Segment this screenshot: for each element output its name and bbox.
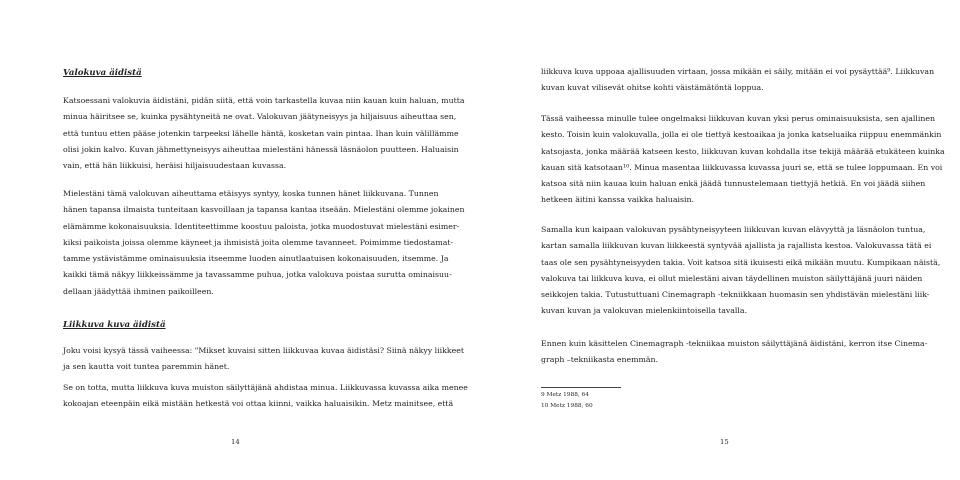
text-line: olisi jokin kalvo. Kuvan jähmettyneisyys aiheuttaa mielestäni hänessä läsnäolon puutteen. Haluaisin [63, 144, 459, 154]
text-line: valokuva tai liikkuva kuva, ei ollut mielestäni aivan täydellinen muiston säilyttäjänä juuri näiden [541, 273, 923, 283]
section-heading-photo: Valokuva äidistä [63, 68, 142, 78]
footnote-divider [541, 387, 621, 388]
right-paragraph-4 [541, 336, 928, 369]
right-paragraph-2 [541, 111, 945, 209]
section-heading-moving-image: Liikkuva kuva äidistä [63, 320, 166, 330]
text-line: Katsoessani valokuvia äidistäni, pidän siitä, että voin tarkastella kuvaa niin kauan kuin haluan, mutta [63, 96, 465, 105]
text-line: kuvan kuvan ja valokuvan mielenkiintoisella tavalla. [541, 306, 748, 316]
text-line: elämämme kokonaisuuksia. Identiteettimme koostuu paloista, jotka muodostuvat mielestäni esimer- [63, 221, 460, 231]
text-line: kuvan kuvat vilisevät ohitse kohti väistämätöntä loppua. [541, 83, 764, 93]
text-line: tamme ystävistämme ominaisuuksia itseemme luoden ainutlaatuisen kokonaisuuden, itsemme. Ja [63, 254, 449, 264]
text-line: graph –tekniikasta enemmän. [541, 355, 659, 365]
text-line: kaikki tämä näkyy liikkeissämme ja tavassamme puhua, jotka valokuva poistaa surutta ominaisuu- [63, 270, 452, 280]
text-line: Se on totta, mutta liikkuva kuva muiston säilyttäjänä ahdistaa minua. Liikkuvassa kuvassa aika menee [63, 383, 468, 392]
right-paragraph-1 [541, 64, 935, 97]
text-line: Ennen kuin käsittelen Cinemagraph -tekniikaa muiston säilyttäjänä äidistäni, kerron itse Cinema- [541, 339, 928, 348]
text-line: että tuntuu etten pääse jotenkin tarpeeksi lähelle häntä, kosketan vain pintaa. Ihan kuin välillämme [63, 128, 459, 138]
text-line: minua häiritsee se, kuinka pysähtyneitä ne ovat. Valokuvan jäätyneisyys ja hiljaisuus aiheuttaa sen, [63, 112, 457, 122]
text-line: kartan samalla liikkuvan kuvan liikkeestä syntyvää ajallista ja rajallista kestoa. Valokuvassa tätä ei [541, 241, 932, 251]
text-line: hetkeen äitini kanssa vaikka haluaisin. [541, 195, 694, 205]
text-line: kauan sitä katsotaan¹⁰. Minua masentaa liikkuvassa kuvassa juuri se, että se tulee loppumaan. En voi [541, 162, 943, 172]
text-line: seikkojen takia. Tutustuttuani Cinemagraph -tekniikkaan huomasin sen yhdistävän mielestäni liik- [541, 290, 930, 300]
text-line: taas ole sen pysähtyneisyyden takia. Voit katsoa sitä ikuisesti eikä mikään muutu. Kumpikaan näistä, [541, 257, 941, 267]
text-line: katsojasta, jonka määrää katseen kesto, liikkuvan kuvan kohdalla itse tekijä määrää etukäteen kuinka [541, 146, 945, 156]
footnotes [541, 390, 593, 412]
text-line: liikkuva kuva uppoaa ajallisuuden virtaan, jossa mikään ei säily, mitään ei voi pysäyttää⁹. Liikkuvan [541, 67, 935, 76]
text-line: Tässä vaiheessa minulle tulee ongelmaksi liikkuvan kuvan yksi perus ominaisuuksista, sen ajallinen [541, 114, 936, 123]
text-line: kiksi paikoista joissa olemme käyneet ja ihmisistä joita olemme tavanneet. Poimimme tiedostamat- [63, 237, 454, 247]
footnote-10: 10 Metz 1988, 60 [541, 403, 593, 409]
text-line: dellaan jäädyttää ihminen paikoilleen. [63, 286, 214, 296]
text-line: Mielestäni tämä valokuvan aiheuttama etäisyys syntyy, koska tunnen hänet liikkuvana. Tunnen [63, 189, 439, 198]
text-line: Samalla kun kaipaan valokuvan pysähtyneisyyteen liikkuvan kuvan elävyyttä ja läsnäolon tuntua, [541, 225, 926, 234]
right-paragraph-3 [541, 222, 941, 320]
text-line: ja sen kautta voit tuntea paremmin hänet. [63, 362, 230, 372]
page-number-left: 14 [231, 438, 240, 446]
footnote-9: 9 Metz 1988, 64 [541, 392, 589, 398]
text-line: hänen tapansa ilmaista tunteitaan kasvoillaan ja tapansa kantaa itseään. Mielestäni olemme jokainen [63, 205, 465, 215]
page-number-right: 15 [720, 438, 729, 446]
text-line: kesto. Toisin kuin valokuvalla, jolla ei ole tiettyä kestoaikaa ja jonka katseluaika riippuu enemmänkin [541, 130, 942, 140]
text-line: kokoajan eteenpäin eikä mistään hetkestä voi ottaa kiinni, vaikka haluaisikin. Metz mainitsee, että [63, 399, 454, 409]
text-line: vain, että hän liikkuisi, heräisi hiljaisuudestaan kuvassa. [63, 161, 287, 171]
text-line: katsoa sitä niin kauaa kuin haluan enkä jäädä tunnustelemaan tiettyjä hetkiä. En voi jäädä siihen [541, 179, 926, 189]
text-line: Joku voisi kysyä tässä vaiheessa: "Mikset kuvaisi sitten liikkuvaa kuvaa äidistäsi? Siinä näkyy liikkeet [63, 346, 464, 355]
